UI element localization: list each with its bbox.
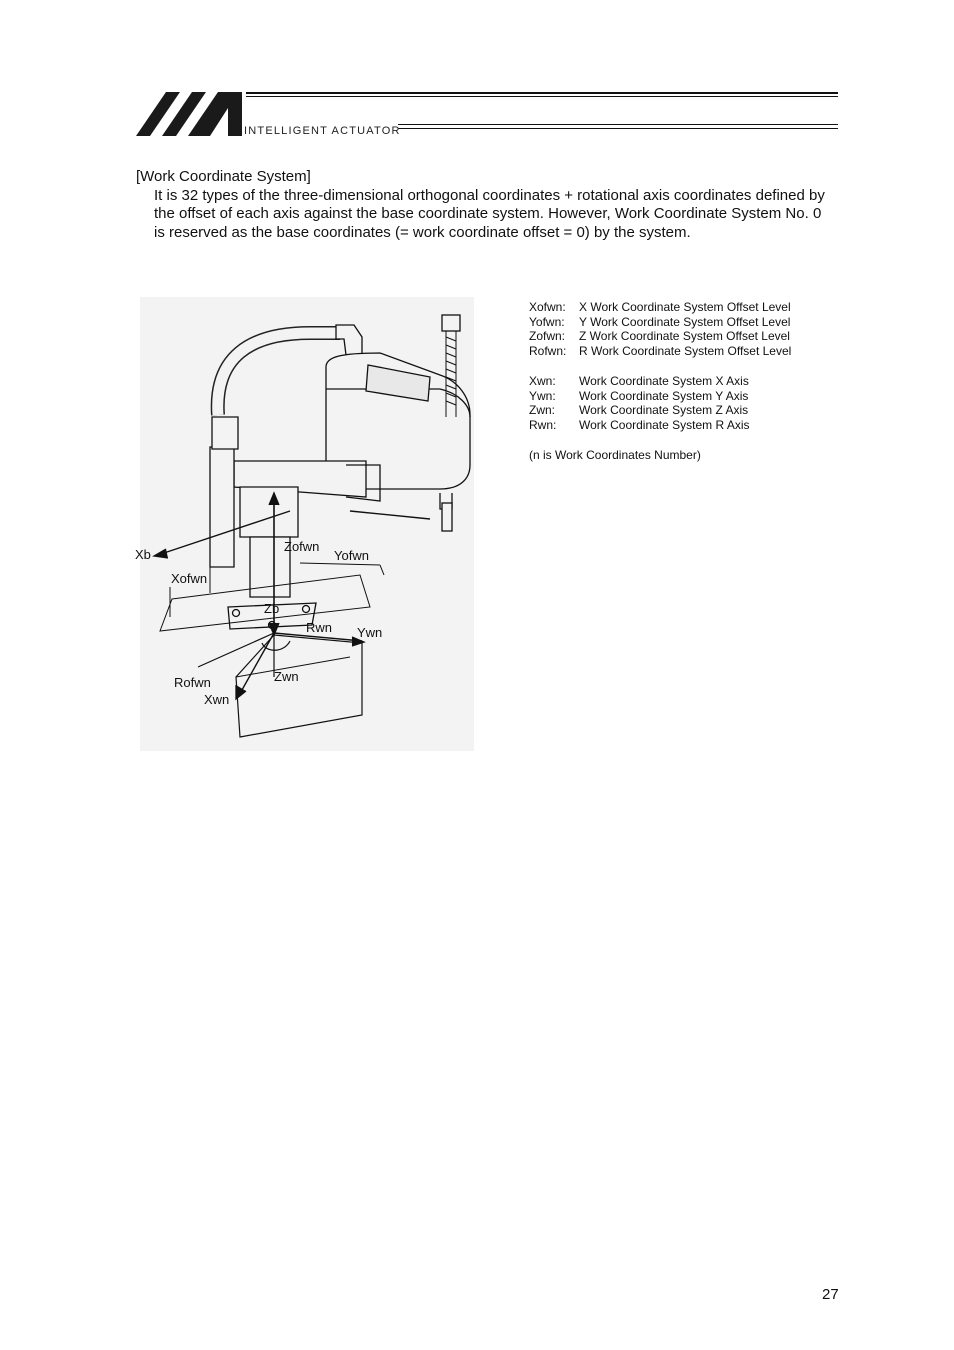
legend-text: Work Coordinate System Z Axis bbox=[579, 403, 749, 418]
legend-row bbox=[529, 329, 791, 344]
legend-text: Y Work Coordinate System Offset Level bbox=[579, 314, 791, 329]
section-heading: [Work Coordinate System] bbox=[136, 168, 311, 185]
label-yofwn: Yofwn bbox=[334, 548, 369, 563]
legend-text: X Work Coordinate System Offset Level bbox=[579, 300, 791, 314]
label-xofwn: Xofwn bbox=[171, 571, 208, 586]
legend-key: Zofwn: bbox=[529, 329, 566, 344]
label-zofwn: Zofwn bbox=[284, 539, 320, 554]
legend-text: R Work Coordinate System Offset Level bbox=[579, 344, 792, 359]
label-rwn: Rwn bbox=[306, 620, 333, 635]
legend-text: Work Coordinate System X Axis bbox=[579, 373, 749, 388]
label-zb: Zb bbox=[264, 601, 280, 616]
legend-key: Yofwn: bbox=[529, 314, 565, 329]
label-xwn: Xwn bbox=[204, 692, 230, 707]
page-number: 27 bbox=[822, 1286, 839, 1303]
legend-key: Zwn: bbox=[529, 403, 556, 418]
legend-row bbox=[529, 418, 791, 433]
legend-key: Xwn: bbox=[529, 373, 556, 388]
legend-row bbox=[529, 389, 791, 404]
legend-key: Ywn: bbox=[529, 388, 556, 403]
legend-note: (n is Work Coordinates Number) bbox=[529, 447, 701, 462]
header-rule bbox=[398, 124, 838, 125]
label-ywn: Ywn bbox=[357, 625, 383, 640]
legend-key: Rofwn: bbox=[529, 344, 567, 359]
scara-robot-figure bbox=[135, 297, 474, 751]
legend-text: Work Coordinate System Y Axis bbox=[579, 388, 749, 403]
section-body: It is 32 types of the three-dimensional orthogonal coordinates + rotational axis coordinates defined by the offset of each axis against the base coordinate system. However, Work Coordinate System No. 0 is reserved as the base coordinates (= work coordinate offset = 0) by the system. bbox=[154, 187, 825, 241]
iai-logo-icon bbox=[136, 90, 246, 138]
legend-key: Rwn: bbox=[529, 417, 557, 432]
label-xb: Xb bbox=[135, 547, 151, 562]
legend-text: Z Work Coordinate System Offset Level bbox=[579, 329, 790, 344]
legend-row bbox=[529, 403, 791, 418]
header-rule bbox=[398, 128, 838, 129]
legend-row bbox=[529, 315, 791, 330]
legend-text: Work Coordinate System R Axis bbox=[579, 417, 750, 432]
label-zwn: Zwn bbox=[274, 669, 299, 684]
legend-row bbox=[529, 344, 791, 359]
legend-key: Xofwn: bbox=[529, 300, 566, 314]
legend-row bbox=[529, 374, 791, 389]
legend-row bbox=[529, 300, 791, 315]
header-rule bbox=[246, 92, 838, 94]
brand-name: INTELLIGENT ACTUATOR bbox=[244, 125, 401, 137]
figure-legend bbox=[529, 300, 791, 462]
header-rule bbox=[246, 96, 838, 97]
label-rofwn: Rofwn bbox=[174, 675, 211, 690]
